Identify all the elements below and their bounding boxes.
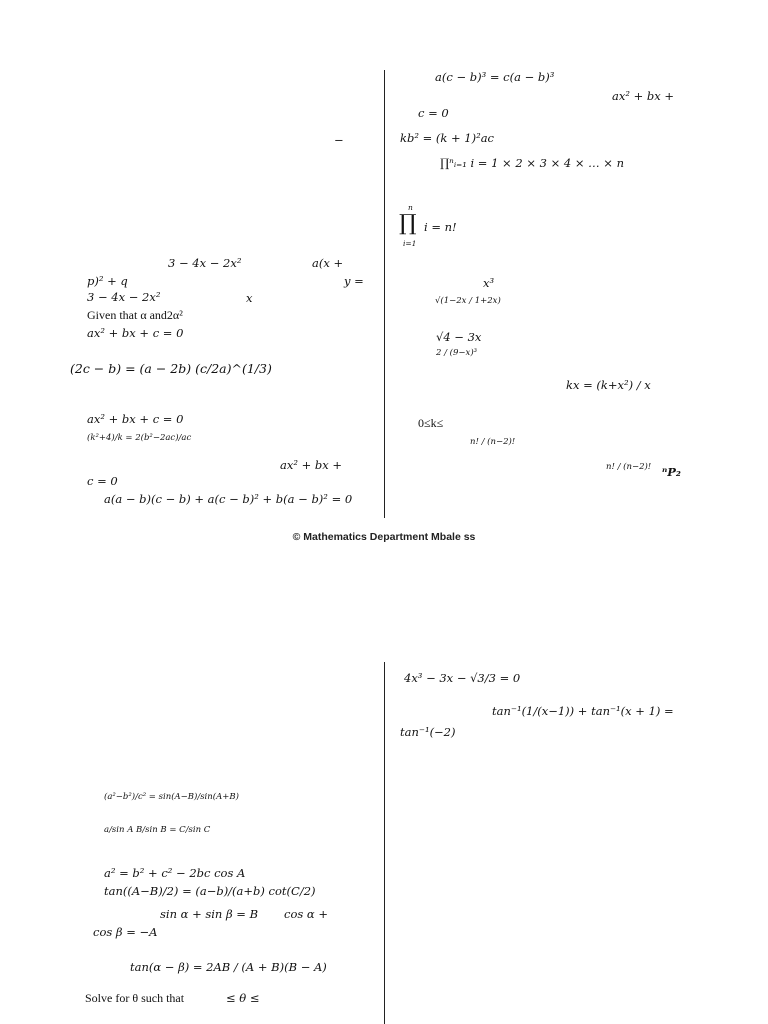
product-symbol: ∏ [399,211,417,236]
fraction-k: (k²+4)/k = 2(b²−2ac)/ac [87,433,192,443]
product-lower-limit: i=1 [403,239,417,248]
fraction-two-over: 2 / (9−x)³ [436,348,478,358]
eq-quad-2: 3 − 4x − 2x² [87,290,161,304]
eq-2c-b: (2c − b) = (a − 2b) (c/2a)^(1/3) [70,361,272,376]
eq-long: a(a − b)(c − b) + a(c − b)² + b(a − b)² = 0 [104,492,353,506]
n-factorial-2: n! / (n−2)! [606,462,652,472]
column-divider-bottom [384,662,385,1024]
eq-quadratic-2: ax² + bx + c = 0 [87,412,184,426]
product-upper-limit: n [408,203,413,212]
solve-text: Solve for θ such that [85,991,185,1005]
eq-c-zero: c = 0 [418,106,449,120]
eq-sine-rule-2: a/sin A B/sin B = C/sin C [104,825,211,835]
theta-range: ≤ θ ≤ [226,991,260,1005]
var-x: x [246,291,253,305]
eq-cos-beta: cos β = −A [93,925,158,939]
eq-y: y = [344,274,364,288]
eq-arctan-1: tan⁻¹(1/(x−1)) + tan⁻¹(x + 1) = [492,704,674,718]
eq-cubic: 4x³ − 3x − √3/3 = 0 [404,671,521,685]
eq-cosine-rule: a² = b² + c² − 2bc cos A [104,866,246,880]
sqrt-linear: √4 − 3x [436,330,482,344]
eq-cos-sum: cos α + [284,907,328,921]
eq-quadratic-1: ax² + bx + c = 0 [87,326,184,340]
eq-quadratic-partial: ax² + bx + [612,89,675,103]
copyright-footer: © Mathematics Department Mbale ss [292,531,476,543]
n-factorial-1: n! / (n−2)! [470,437,516,447]
eq-kb2: kb² = (k + 1)²ac [400,131,494,145]
x-cubed: x³ [483,276,495,290]
permutation: ⁿP₂ [662,465,681,479]
eq-c-zero-left: c = 0 [87,474,118,488]
column-divider-top [384,70,385,518]
eq-tan-diff: tan(α − β) = 2AB / (A + B)(B − A) [130,960,327,974]
eq-sine-rule-1: (a²−b²)/c² = sin(A−B)/sin(A+B) [104,792,239,802]
eq-kx: kx = (k+x²) / x [566,378,651,392]
eq-quadratic-3: ax² + bx + [280,458,343,472]
given-text: Given that α and2α² [87,308,183,322]
sqrt-fraction: √(1−2x / 1+2x) [435,296,501,306]
eq-arctan-2: tan⁻¹(−2) [400,725,456,739]
eq-tangent-rule: tan((A−B)/2) = (a−b)/(a+b) cot(C/2) [104,884,316,898]
dash-mark: − [334,133,344,147]
eq-a-x-plus: a(x + [312,256,344,270]
eq-sin-sum: sin α + sin β = B [160,907,259,921]
product-rhs: i = n! [424,220,457,234]
eq-quad-1: 3 − 4x − 2x² [168,256,242,270]
eq-a-c-b: a(c − b)³ = c(a − b)³ [435,70,555,84]
eq-product-inline: ∏ⁿᵢ₌₁ i = 1 × 2 × 3 × 4 × … × n [440,156,624,170]
range-k: 0≤k≤ [418,416,444,430]
eq-p-q: p)² + q [87,274,128,288]
